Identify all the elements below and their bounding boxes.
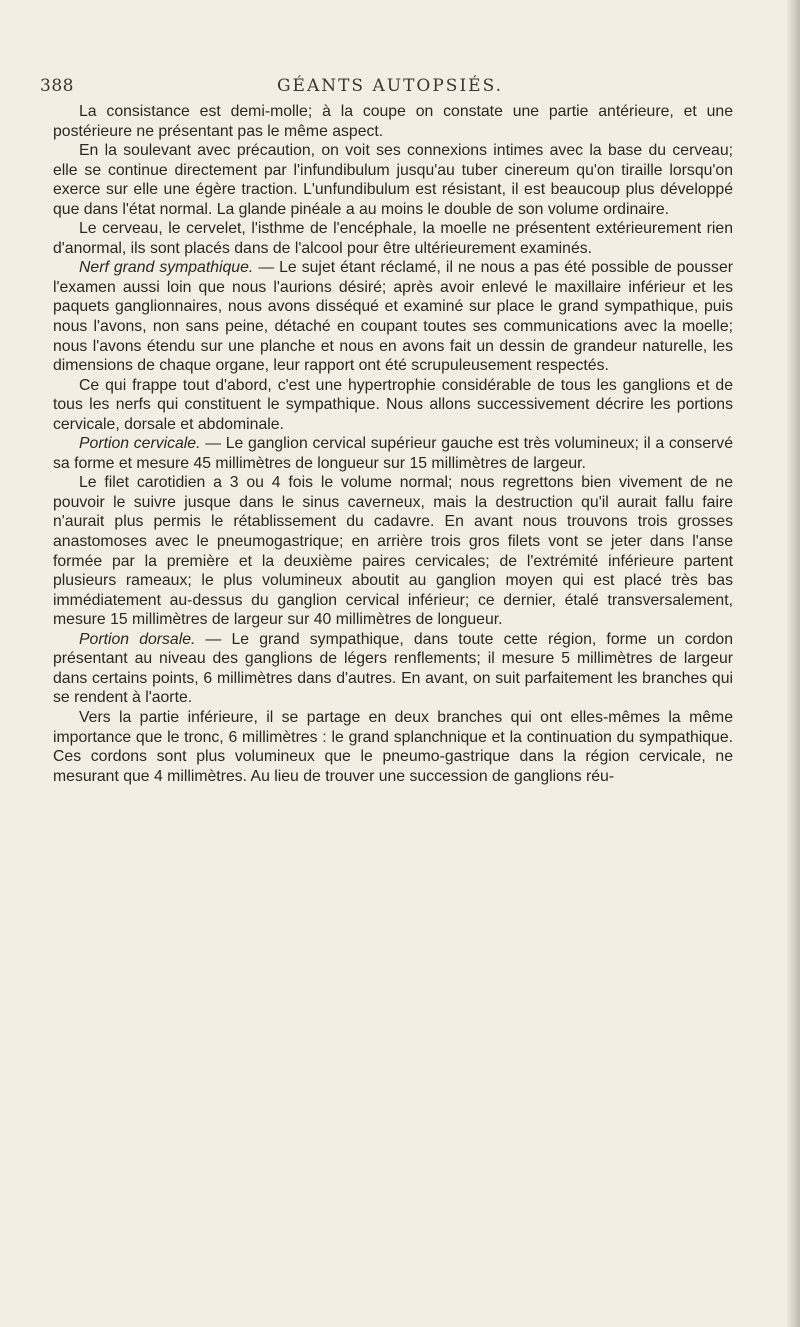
page-number: 388 [40, 76, 74, 96]
section-heading-portion-cervicale: Portion cervicale. [79, 435, 201, 453]
body-text [53, 102, 733, 786]
paragraph-text: En la soulevant avec précaution, on voit ses connexions intimes avec la base du cerveau; elle se continue directement par l'infundibulum jusqu'au tuber cinereum qu'on tiraille lorsqu'on exerce sur elle une égère traction. L'unfundibulum est résistant, il est beaucoup plus développé que dans l'état normal. La glande pinéale a au moins le double de son volume ordinaire. [53, 142, 733, 218]
paragraph [53, 219, 733, 258]
paragraph [53, 376, 733, 435]
paragraph [53, 258, 733, 375]
paragraph-text: — Le grand sympathique, dans toute cette région, forme un cordon présentant au niveau des ganglions de légers renflements; il mesure 5 millimètres de largeur dans certains points, 6 millimètres dans d'autres. En avant, on suit parfaitement les branches qui se rendent à l'aorte. [53, 630, 733, 707]
paragraph [53, 630, 733, 708]
paragraph-text: — Le ganglion cervical supérieur gauche est très volumineux; il a conservé sa forme et mesure 45 millimètres de longueur sur 15 millimètres de largeur. [53, 435, 733, 472]
page-edge-shadow [786, 0, 800, 1327]
paragraph-text: — Le sujet étant réclamé, il ne nous a pas été possible de pousser l'examen aussi loin que nous l'aurions désiré; après avoir enlevé le maxillaire inférieur et les paquets ganglionnaires, nous avons disséqué et examiné sur place le grand sympathique, puis nous l'avons, non sans peine, détaché en coupant toutes ses communications avec la moelle; nous l'avons étendu sur une planche et nous en avons fait un dessin de grandeur naturelle, les dimensions de chaque organe, leur rapport ont été scrupuleusement respectés. [53, 259, 733, 375]
paragraph-text: Vers la partie inférieure, il se partage en deux branches qui ont elles-mêmes la même importance que le tronc, 6 millimètres : le grand splanchnique et la continuation du sympathique. Ces cordons sont plus volumineux que le pneumo-gastrique dans la région cervicale, ne mesurant que 4 millimètres. Au lieu de trouver une succession de ganglions réu- [53, 708, 733, 785]
paragraph [53, 102, 733, 141]
section-heading-portion-dorsale: Portion dorsale. [79, 630, 196, 648]
paragraph-text: Le cerveau, le cervelet, l'isthme de l'encéphale, la moelle ne présentent extérieurement rien d'anormal, ils sont placés dans de l'alcool pour être ultérieurement examinés. [53, 220, 733, 257]
paragraph [53, 473, 733, 629]
section-heading-nerf-grand-sympathique: Nerf grand sympathique. [79, 259, 254, 277]
paragraph-text: La consistance est demi-molle; à la coupe on constate une partie antérieure, et une postérieure ne présentant pas le même aspect. [53, 103, 733, 140]
paragraph-text: Ce qui frappe tout d'abord, c'est une hypertrophie considérable de tous les ganglions et de tous les nerfs qui constituent le sympathique. Nous allons successivement décrire les portions cervicale, dorsale et abdominale. [53, 376, 733, 433]
paragraph [53, 434, 733, 473]
paragraph [53, 708, 733, 786]
running-title: GÉANTS AUTOPSIÉS. [276, 76, 504, 96]
paragraph-text: Le filet carotidien a 3 ou 4 fois le volume normal; nous regrettons bien vivement de ne pouvoir le suivre jusque dans le sinus caverneux, mais la destruction qu'il aurait fallu faire n'aurait plus permis le rétablissement du cadavre. En avant nous trouvons trois grosses anastomoses avec le pneumogastrique; en arrière trois gros filets vont se jeter dans l'anse formée par la première et la deuxième paires cervicales; de l'extrémité inférieure partent plusieurs rameaux; le plus volumineux aboutit au ganglion moyen qui est placé très bas immédiatement au-dessus du ganglion cervical inférieur; ce dernier, étalé transversalement, mesure 15 millimètres de largeur sur 40 millimètres de longueur. [53, 474, 733, 629]
page-header [40, 76, 740, 98]
paragraph [53, 141, 733, 219]
